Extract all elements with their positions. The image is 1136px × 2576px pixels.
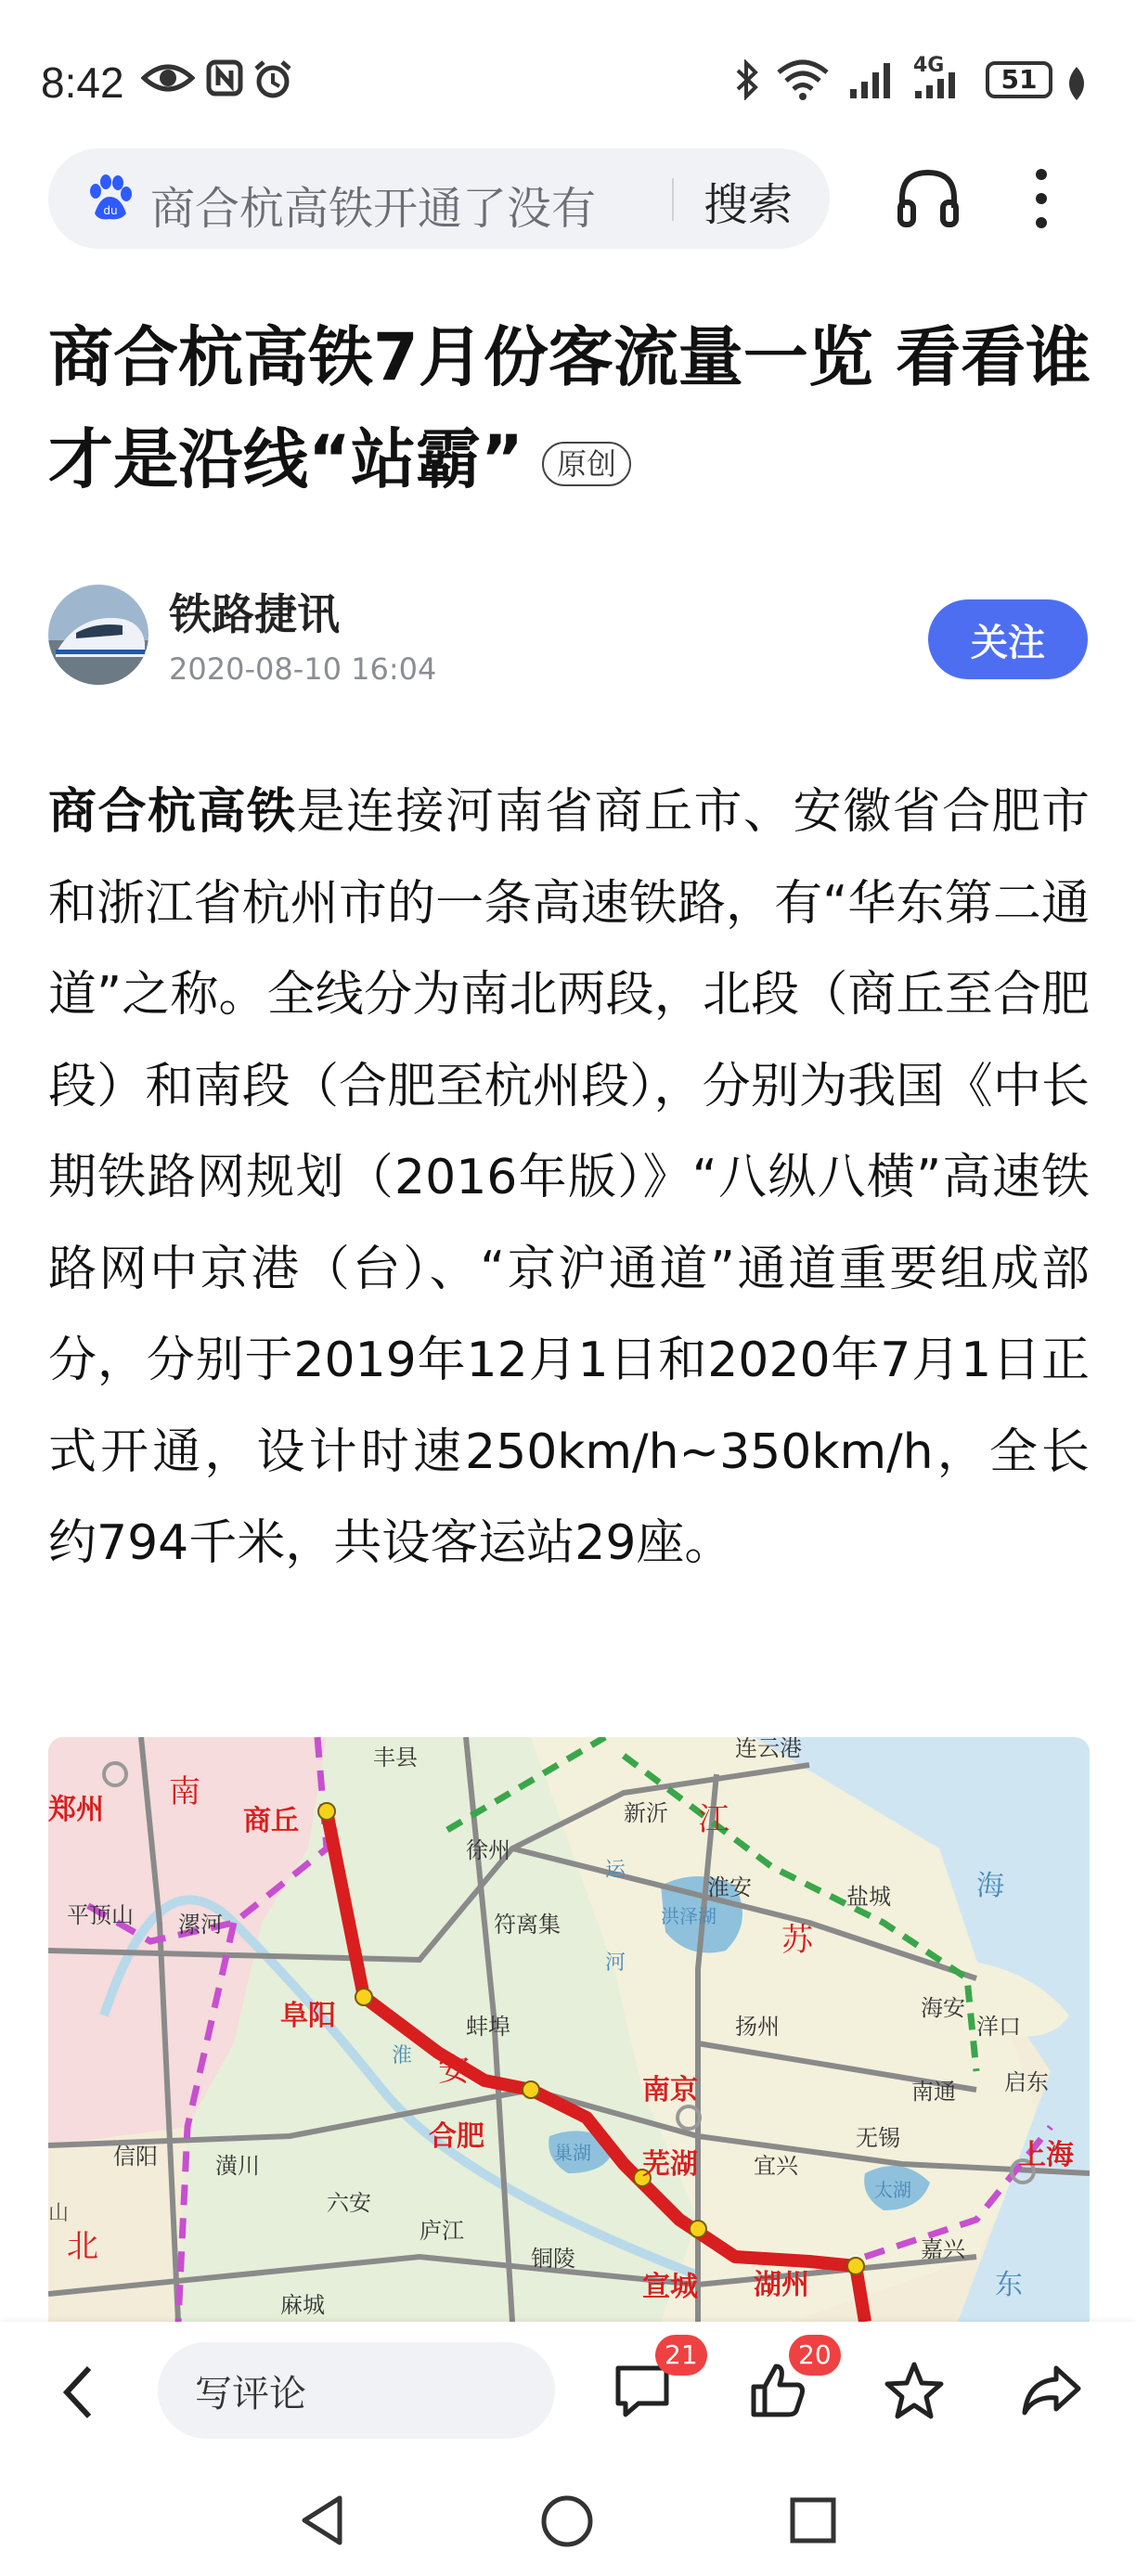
map-label-pingdingshan: 平顶山	[67, 1902, 134, 1928]
svg-text:du: du	[103, 204, 118, 217]
map-label-yancheng: 盐城	[846, 1884, 891, 1910]
nfc-icon	[206, 59, 243, 97]
map-label-wuxi: 无锡	[856, 2125, 900, 2151]
battery-icon	[986, 61, 1052, 98]
map-label-huangchuan: 潢川	[215, 2153, 260, 2179]
author-name[interactable]: 铁路捷讯	[169, 589, 340, 639]
map-label-fuyang: 阜阳	[280, 2000, 336, 2032]
map-label-hefei: 合肥	[429, 2120, 484, 2153]
map-region-jiang: 江	[698, 1801, 729, 1838]
map-region-nan: 南	[169, 1773, 200, 1810]
lead-bold-text: 商合杭高铁	[48, 784, 297, 840]
map-label-yangzhou: 扬州	[735, 2014, 780, 2040]
map-region-chaohu: 巢湖	[554, 2142, 591, 2164]
article-title-text: 商合杭高铁7月份客流量一览 看看谁才是沿线“站霸”	[48, 319, 1091, 497]
map-region-taihu: 太湖	[874, 2179, 911, 2201]
system-nav-bar	[0, 2459, 1136, 2576]
map-region-shan: 山	[48, 2202, 70, 2225]
nav-home-icon[interactable]	[540, 2494, 594, 2548]
train-avatar-icon	[48, 585, 148, 685]
map-label-qidong: 启东	[1004, 2069, 1049, 2095]
map-label-fuliji: 符离集	[494, 1912, 561, 1938]
back-icon[interactable]	[59, 2364, 97, 2420]
map-label-nantong: 南通	[911, 2079, 956, 2105]
bottom-toolbar	[0, 2322, 1136, 2459]
map-label-macheng: 麻城	[280, 2292, 325, 2318]
map-label-shangqiu: 商丘	[243, 1805, 299, 1837]
map-label-yixing: 宜兴	[754, 2153, 798, 2179]
map-label-lujiang: 庐江	[420, 2218, 464, 2244]
comment-input[interactable]: 写评论	[158, 2342, 555, 2439]
route-map	[48, 1737, 1090, 2322]
map-label-jiaxing: 嘉兴	[921, 2236, 965, 2262]
nav-back-icon[interactable]	[299, 2494, 345, 2546]
map-label-wuhu: 芜湖	[642, 2148, 698, 2181]
search-button[interactable]: 搜索	[704, 169, 793, 233]
alarm-icon	[252, 59, 293, 100]
article-title	[48, 306, 1097, 510]
article-body	[48, 766, 1090, 1590]
star-icon[interactable]	[884, 2361, 945, 2420]
bluetooth-icon	[733, 59, 761, 100]
share-icon[interactable]	[1021, 2364, 1082, 2416]
status-time: 8:42	[41, 58, 124, 107]
map-label-huaian: 淮安	[707, 1874, 752, 1900]
map-label-fengxian: 丰县	[373, 1745, 418, 1771]
wifi-icon	[776, 59, 830, 100]
map-label-bengbu: 蚌埠	[466, 2014, 510, 2040]
route-map-image[interactable]	[48, 1737, 1090, 2322]
map-region-dong: 东	[995, 2269, 1023, 2301]
map-region-hai: 海	[976, 1870, 1004, 1902]
map-label-haian: 海安	[921, 1995, 965, 2021]
map-label-xuancheng: 宣城	[642, 2271, 698, 2303]
network-type: 4G	[913, 54, 945, 77]
status-bar	[0, 0, 1136, 139]
map-label-huzhou: 湖州	[754, 2269, 809, 2301]
map-label-lianyungang: 连云港	[735, 1737, 802, 1761]
follow-button[interactable]: 关注	[928, 599, 1088, 679]
like-count-badge: 20	[789, 2335, 841, 2376]
map-label-nanjing: 南京	[642, 2074, 698, 2106]
map-label-xuzhou: 徐州	[466, 1837, 510, 1863]
comment-count-badge: 21	[655, 2335, 707, 2376]
map-label-yangkou: 洋口	[976, 2014, 1021, 2040]
map-region-yun: 运	[605, 1859, 626, 1882]
map-region-su: 苏	[781, 1922, 813, 1959]
map-label-luohe: 漯河	[178, 1912, 223, 1938]
baidu-paw-icon	[85, 174, 134, 223]
map-label-shanghai: 上海	[1018, 2139, 1074, 2171]
eye-icon	[141, 59, 195, 97]
battery-level: 51	[1000, 64, 1038, 95]
map-region-huai: 淮	[392, 2044, 413, 2067]
more-options-icon[interactable]	[1032, 165, 1051, 232]
search-divider	[672, 178, 674, 221]
signal-icon-2	[913, 71, 962, 100]
map-label-luan: 六安	[327, 2190, 371, 2216]
body-text: 是连接河南省商丘市、安徽省合肥市和浙江省杭州市的一条高速铁路，有“华东第二通道”之称。全线分为南北两段，北段（商丘至合肥段）和南段（合肥至杭州段），分别为我国《中长期铁路网规划（2016年版）》“八纵八横”高速铁路网中京港（台）、“京沪通道”通道重要组成部分，分别于2019年12月1日和2020年7月1日正式开通，设计时速250km/h~350km/h，全长约794千米，共设客运站29座。	[48, 784, 1090, 1571]
map-region-an: 安	[438, 2052, 470, 2089]
search-box[interactable]	[48, 148, 830, 249]
map-region-hongze: 洪泽湖	[661, 1905, 716, 1927]
original-badge: 原创	[542, 442, 631, 486]
search-input[interactable]: 商合杭高铁开通了没有	[150, 183, 597, 235]
leaf-icon	[1062, 65, 1091, 102]
map-label-tongling: 铜陵	[531, 2246, 575, 2272]
author-avatar[interactable]	[48, 585, 148, 685]
headphones-icon[interactable]	[895, 167, 962, 230]
map-region-bei: 北	[67, 2228, 98, 2265]
map-label-xinyang: 信阳	[113, 2144, 158, 2170]
map-region-he: 河	[605, 1951, 626, 1975]
signal-icon	[848, 59, 897, 100]
map-label-zhengzhou: 郑州	[48, 1794, 104, 1826]
nav-recents-icon[interactable]	[789, 2496, 837, 2544]
map-label-xinyi: 新沂	[624, 1800, 668, 1826]
publish-date: 2020-08-10 16:04	[169, 651, 437, 687]
